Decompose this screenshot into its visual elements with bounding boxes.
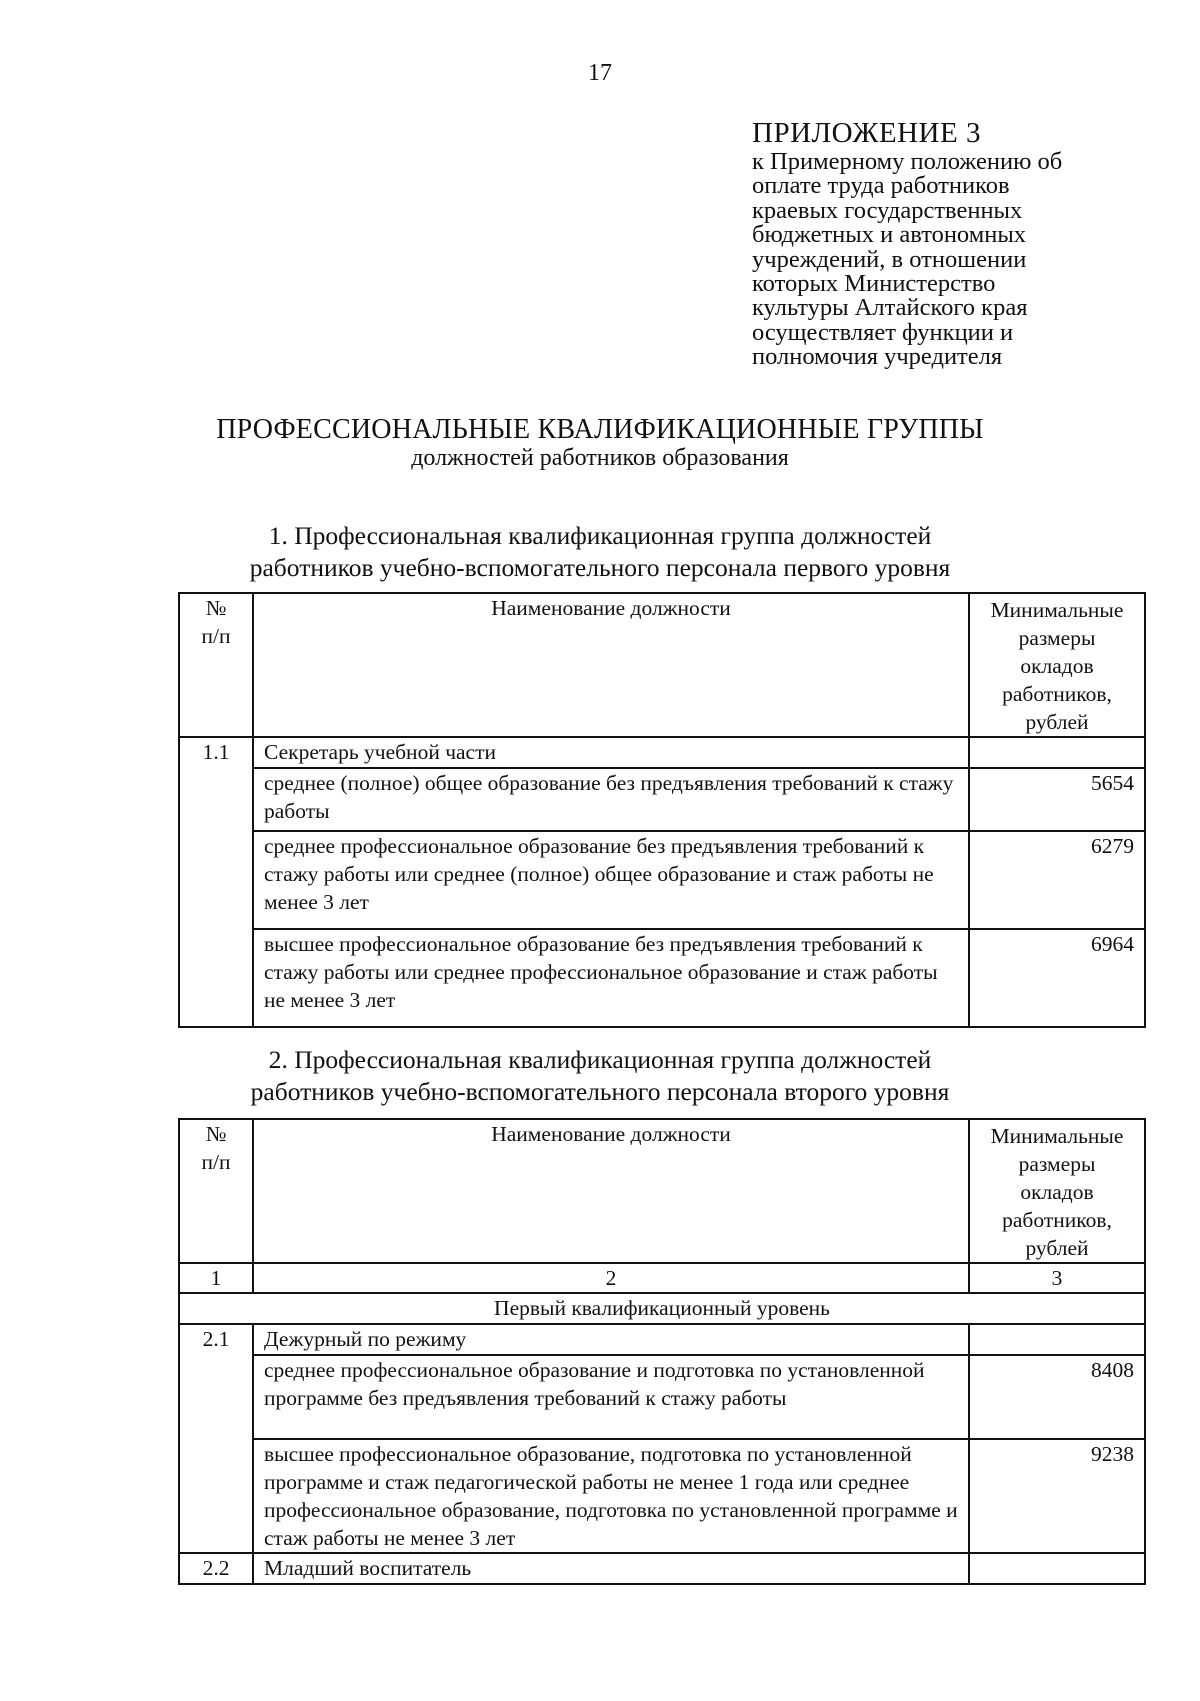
requirement-text: среднее профессиональное образование и подготовка по установленной программе без предъявления требований к стажу работы — [253, 1355, 969, 1439]
column-number-row — [179, 1263, 1145, 1293]
item-number: 1.1 — [179, 737, 253, 768]
salary-value-empty — [969, 737, 1145, 768]
item-number-empty — [179, 831, 253, 929]
appendix-line: которых Министерство — [752, 270, 996, 298]
section-2-title-line-2: работников учебно-вспомогательного персонала второго уровня — [250, 1077, 950, 1106]
header-number-symbol: № — [205, 596, 227, 620]
header-salary-line: окладов — [1020, 1180, 1094, 1204]
header-number-symbol: № — [205, 1122, 227, 1146]
salary-value: 9238 — [969, 1439, 1145, 1553]
item-number: 2.1 — [179, 1324, 253, 1355]
section-1-title — [0, 520, 1200, 584]
salary-value-empty — [969, 1553, 1145, 1584]
appendix-line: краевых государственных — [752, 196, 1023, 224]
header-salary-line: работников, — [1002, 1208, 1112, 1232]
header-salary-line: размеры — [1018, 1152, 1096, 1176]
header-salary-line: Минимальные — [990, 1124, 1124, 1148]
level-row — [179, 1293, 1145, 1324]
section-1-table — [178, 592, 1146, 1028]
table-row — [179, 768, 1145, 831]
qualification-level-title: Первый квалификационный уровень — [179, 1293, 1145, 1324]
header-position-name: Наименование должности — [253, 593, 969, 737]
table-row — [179, 1324, 1145, 1355]
position-name: Секретарь учебной части — [253, 737, 969, 768]
item-number-empty — [179, 1355, 253, 1439]
table-row — [179, 929, 1145, 1027]
table-row — [179, 1553, 1145, 1584]
header-salary-line: рублей — [1025, 710, 1089, 734]
salary-value: 5654 — [969, 768, 1145, 831]
section-2-table — [178, 1118, 1146, 1585]
requirement-text: высшее профессиональное образование, подготовка по установленной программе и стаж педагогической работы не менее 1 года или среднее профессиональное образование, подготовка по установленной программе и стаж работы не менее 3 лет — [253, 1439, 969, 1553]
column-number: 3 — [969, 1263, 1145, 1293]
section-1-title-line-2: работников учебно-вспомогательного персонала первого уровня — [249, 553, 951, 582]
table-row — [179, 1439, 1145, 1553]
header-number-abbr: п/п — [201, 1150, 231, 1174]
salary-value-empty — [969, 1324, 1145, 1355]
header-number-cell — [179, 593, 253, 737]
header-salary-line: работников, — [1002, 682, 1112, 706]
column-number: 2 — [253, 1263, 969, 1293]
document-title: ПРОФЕССИОНАЛЬНЫЕ КВАЛИФИКАЦИОННЫЕ ГРУППЫ — [216, 414, 984, 445]
table-row — [179, 1355, 1145, 1439]
appendix-line: оплате труда работников — [752, 172, 1010, 200]
table-row — [179, 831, 1145, 929]
section-2-title — [0, 1044, 1200, 1108]
appendix-line: полномочия учредителя — [752, 343, 1003, 371]
header-position-name: Наименование должности — [253, 1119, 969, 1263]
section-1-title-line-1: 1. Профессиональная квалификационная группа должностей — [268, 521, 932, 550]
requirement-text: среднее (полное) общее образование без предъявления требований к стажу работы — [253, 768, 969, 831]
header-salary-line: окладов — [1020, 654, 1094, 678]
salary-value: 6964 — [969, 929, 1145, 1027]
column-number: 1 — [179, 1263, 253, 1293]
appendix-block — [752, 116, 1172, 370]
document-heading — [0, 414, 1200, 470]
header-number-abbr: п/п — [201, 624, 231, 648]
appendix-line: культуры Алтайского края — [752, 294, 1028, 322]
position-name: Младший воспитатель — [253, 1553, 969, 1584]
item-number-empty — [179, 768, 253, 831]
item-number-empty — [179, 929, 253, 1027]
appendix-line: бюджетных и автономных — [752, 221, 1027, 249]
header-salary-line: размеры — [1018, 626, 1096, 650]
salary-value: 8408 — [969, 1355, 1145, 1439]
item-number: 2.2 — [179, 1553, 253, 1584]
table-header-row — [179, 1119, 1145, 1263]
requirement-text: среднее профессиональное образование без предъявления требований к стажу работы или среднее (полное) общее образование и стаж работы не менее 3 лет — [253, 831, 969, 929]
header-salary-line: Минимальные — [990, 598, 1124, 622]
salary-value: 6279 — [969, 831, 1145, 929]
table-row — [179, 737, 1145, 768]
document-subtitle: должностей работников образования — [411, 445, 789, 471]
position-name: Дежурный по режиму — [253, 1324, 969, 1355]
appendix-line: к Примерному положению об — [752, 148, 1063, 175]
appendix-line: учреждений, в отношении — [752, 245, 1027, 273]
requirement-text: высшее профессиональное образование без предъявления требований к стажу работы или среднее профессиональное образование и стаж работы не менее 3 лет — [253, 929, 969, 1027]
header-salary-line: рублей — [1025, 1236, 1089, 1260]
appendix-title: ПРИЛОЖЕНИЕ 3 — [752, 117, 981, 149]
header-salary-cell — [969, 1119, 1145, 1263]
page-number: 17 — [588, 60, 612, 86]
section-2-title-line-1: 2. Профессиональная квалификационная группа должностей — [268, 1045, 932, 1074]
header-number-cell — [179, 1119, 253, 1263]
header-salary-cell — [969, 593, 1145, 737]
item-number-empty — [179, 1439, 253, 1553]
table-header-row — [179, 593, 1145, 737]
appendix-line: осуществляет функции и — [752, 318, 1014, 346]
